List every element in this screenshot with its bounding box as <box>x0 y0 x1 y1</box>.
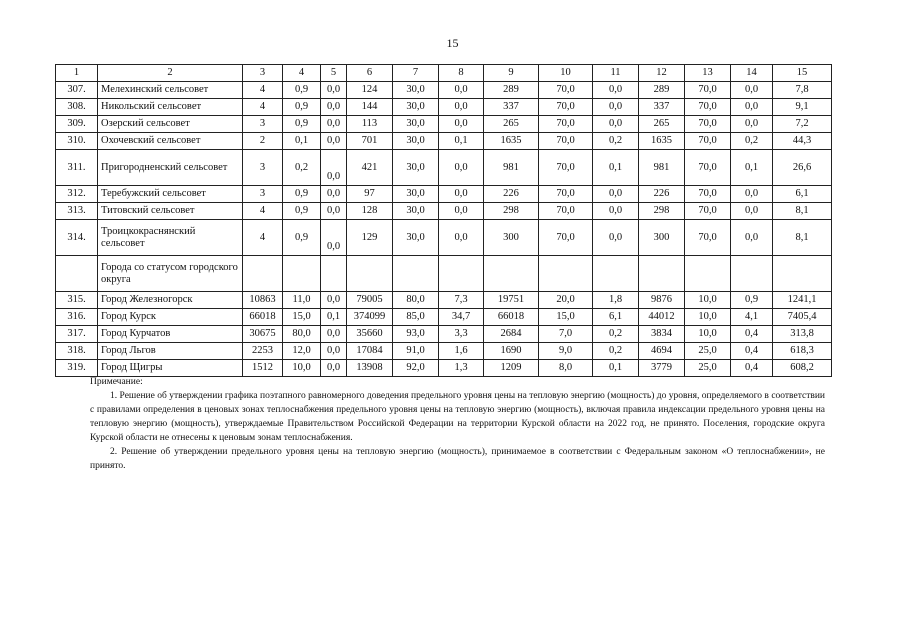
cell-c11: 0,0 <box>593 116 639 133</box>
cell-c14: 0,4 <box>731 343 773 360</box>
cell-c13: 70,0 <box>685 150 731 186</box>
cell-c11: 0,1 <box>593 150 639 186</box>
cell-c8: 0,0 <box>439 82 484 99</box>
cell-c3: 4 <box>243 220 283 256</box>
table-row <box>56 220 832 256</box>
settlement-name: Титовский сельсовет <box>98 203 243 220</box>
column-header: 1 <box>56 65 98 82</box>
cell-c10: 9,0 <box>539 343 593 360</box>
cell-c5: 0,0 <box>321 116 347 133</box>
cell-c7: 30,0 <box>393 203 439 220</box>
settlement-name: Города со статусом городского округа <box>98 256 243 292</box>
cell-c15: 8,1 <box>773 203 832 220</box>
notes-title: Примечание: <box>90 377 143 387</box>
row-number: 318. <box>56 343 98 360</box>
cell-c9: 1635 <box>484 133 539 150</box>
cell-c9: 19751 <box>484 292 539 309</box>
cell-c13: 25,0 <box>685 360 731 377</box>
cell-c9: 337 <box>484 99 539 116</box>
table-row <box>56 133 832 150</box>
note-paragraph-1: 1. Решение об утверждении графика поэтапного равномерного доведения предельного уровня цены на тепловую энергию (мощность) до уровня, определяемого в соответствии с правилами определения в ценовых зонах теплоснабжения предельного уровня цены на тепловую энергию (мощность), включая правила индексации предельного уровня цены на тепловую энергию (мощность), утверждаемые Правительством Российской Федерации на территории Курской области на 2022 год, не принято. Поселения, городские округа Курской области не отнесены к ценовым зонам теплоснабжения. <box>90 391 825 443</box>
cell-c15 <box>773 256 832 292</box>
row-number: 315. <box>56 292 98 309</box>
cell-c10: 70,0 <box>539 186 593 203</box>
cell-c4 <box>283 256 321 292</box>
column-header: 8 <box>439 65 484 82</box>
cell-c7: 30,0 <box>393 133 439 150</box>
cell-c4: 0,9 <box>283 116 321 133</box>
cell-c4: 0,9 <box>283 99 321 116</box>
table-row <box>56 309 832 326</box>
cell-c14: 0,1 <box>731 150 773 186</box>
cell-c8: 0,0 <box>439 203 484 220</box>
cell-c8: 0,0 <box>439 99 484 116</box>
settlement-name: Троицкокраснянский сельсовет <box>98 220 243 256</box>
cell-c7: 30,0 <box>393 116 439 133</box>
column-header: 2 <box>98 65 243 82</box>
cell-c14: 0,4 <box>731 326 773 343</box>
cell-c15: 26,6 <box>773 150 832 186</box>
table-row <box>56 256 832 292</box>
table-row <box>56 150 832 186</box>
cell-c14: 0,0 <box>731 220 773 256</box>
notes-section <box>90 375 825 473</box>
cell-c6: 113 <box>347 116 393 133</box>
settlement-name: Пригородненский сельсовет <box>98 150 243 186</box>
cell-c3: 2 <box>243 133 283 150</box>
cell-c9: 1209 <box>484 360 539 377</box>
cell-c15: 6,1 <box>773 186 832 203</box>
cell-c8: 0,0 <box>439 116 484 133</box>
cell-c5: 0,0 <box>321 292 347 309</box>
cell-c15: 8,1 <box>773 220 832 256</box>
column-header: 7 <box>393 65 439 82</box>
cell-c14: 0,0 <box>731 203 773 220</box>
cell-c9: 226 <box>484 186 539 203</box>
cell-c4: 11,0 <box>283 292 321 309</box>
cell-c9: 2684 <box>484 326 539 343</box>
cell-c6 <box>347 256 393 292</box>
cell-c8: 0,0 <box>439 186 484 203</box>
cell-c4: 0,2 <box>283 150 321 186</box>
cell-c11: 0,2 <box>593 133 639 150</box>
cell-c15: 44,3 <box>773 133 832 150</box>
column-header: 5 <box>321 65 347 82</box>
cell-c3: 1512 <box>243 360 283 377</box>
cell-c8: 0,0 <box>439 150 484 186</box>
table-header-row <box>56 65 832 82</box>
row-number: 314. <box>56 220 98 256</box>
cell-c12: 3834 <box>639 326 685 343</box>
cell-c5: 0,0 <box>321 360 347 377</box>
cell-c5: 0,1 <box>321 309 347 326</box>
cell-c4: 12,0 <box>283 343 321 360</box>
settlement-name: Город Льгов <box>98 343 243 360</box>
cell-c9: 265 <box>484 116 539 133</box>
cell-c6: 128 <box>347 203 393 220</box>
cell-c8: 0,0 <box>439 220 484 256</box>
row-number: 319. <box>56 360 98 377</box>
column-header: 9 <box>484 65 539 82</box>
cell-c12: 289 <box>639 82 685 99</box>
cell-c12: 3779 <box>639 360 685 377</box>
cell-c8 <box>439 256 484 292</box>
cell-c4: 0,9 <box>283 203 321 220</box>
cell-c10: 70,0 <box>539 82 593 99</box>
cell-c12: 4694 <box>639 343 685 360</box>
cell-c14: 0,0 <box>731 186 773 203</box>
cell-c11: 0,0 <box>593 99 639 116</box>
cell-c11: 0,0 <box>593 186 639 203</box>
cell-c7: 30,0 <box>393 220 439 256</box>
cell-c4: 15,0 <box>283 309 321 326</box>
row-number: 312. <box>56 186 98 203</box>
cell-c15: 618,3 <box>773 343 832 360</box>
cell-c9: 289 <box>484 82 539 99</box>
cell-c9 <box>484 256 539 292</box>
cell-c13: 70,0 <box>685 116 731 133</box>
cell-c10: 70,0 <box>539 150 593 186</box>
cell-c12: 300 <box>639 220 685 256</box>
cell-c10: 8,0 <box>539 360 593 377</box>
cell-c10: 70,0 <box>539 133 593 150</box>
cell-c12: 9876 <box>639 292 685 309</box>
table-row <box>56 343 832 360</box>
cell-c12: 981 <box>639 150 685 186</box>
column-header: 10 <box>539 65 593 82</box>
cell-c13: 70,0 <box>685 220 731 256</box>
row-number: 307. <box>56 82 98 99</box>
cell-c3: 30675 <box>243 326 283 343</box>
cell-c10: 15,0 <box>539 309 593 326</box>
column-header: 11 <box>593 65 639 82</box>
row-number: 310. <box>56 133 98 150</box>
settlement-name: Охочевский сельсовет <box>98 133 243 150</box>
cell-c6: 17084 <box>347 343 393 360</box>
cell-c15: 7,8 <box>773 82 832 99</box>
cell-c8: 7,3 <box>439 292 484 309</box>
row-number: 317. <box>56 326 98 343</box>
cell-c6: 421 <box>347 150 393 186</box>
cell-c9: 300 <box>484 220 539 256</box>
cell-c14 <box>731 256 773 292</box>
settlement-name: Город Курчатов <box>98 326 243 343</box>
row-number: 308. <box>56 99 98 116</box>
settlement-name: Никольский сельсовет <box>98 99 243 116</box>
cell-c10: 70,0 <box>539 116 593 133</box>
cell-c14: 0,9 <box>731 292 773 309</box>
cell-c13: 10,0 <box>685 326 731 343</box>
cell-c7: 85,0 <box>393 309 439 326</box>
cell-c4: 0,9 <box>283 186 321 203</box>
column-header: 13 <box>685 65 731 82</box>
cell-c11: 0,2 <box>593 343 639 360</box>
cell-c6: 144 <box>347 99 393 116</box>
cell-c7: 93,0 <box>393 326 439 343</box>
cell-c11: 0,0 <box>593 220 639 256</box>
cell-c7: 30,0 <box>393 186 439 203</box>
cell-c6: 97 <box>347 186 393 203</box>
settlement-name: Город Щигры <box>98 360 243 377</box>
cell-c3: 2253 <box>243 343 283 360</box>
cell-c9: 1690 <box>484 343 539 360</box>
cell-c12: 298 <box>639 203 685 220</box>
cell-c15: 608,2 <box>773 360 832 377</box>
row-number <box>56 256 98 292</box>
cell-c15: 1241,1 <box>773 292 832 309</box>
cell-c3 <box>243 256 283 292</box>
cell-c3: 3 <box>243 150 283 186</box>
cell-c4: 80,0 <box>283 326 321 343</box>
cell-c13: 10,0 <box>685 309 731 326</box>
cell-c3: 4 <box>243 82 283 99</box>
cell-c7: 30,0 <box>393 99 439 116</box>
cell-c6: 13908 <box>347 360 393 377</box>
cell-c13: 70,0 <box>685 186 731 203</box>
cell-c7: 30,0 <box>393 82 439 99</box>
cell-c13: 70,0 <box>685 82 731 99</box>
cell-c9: 298 <box>484 203 539 220</box>
settlement-name: Теребужский сельсовет <box>98 186 243 203</box>
row-number: 311. <box>56 150 98 186</box>
cell-c7: 80,0 <box>393 292 439 309</box>
cell-c12: 265 <box>639 116 685 133</box>
cell-c12: 226 <box>639 186 685 203</box>
cell-c15: 9,1 <box>773 99 832 116</box>
cell-c3: 10863 <box>243 292 283 309</box>
cell-c11: 0,0 <box>593 82 639 99</box>
cell-c6: 35660 <box>347 326 393 343</box>
cell-c5: 0,0 <box>321 326 347 343</box>
column-header: 4 <box>283 65 321 82</box>
cell-c10: 7,0 <box>539 326 593 343</box>
row-number: 309. <box>56 116 98 133</box>
cell-c7 <box>393 256 439 292</box>
cell-c4: 0,9 <box>283 220 321 256</box>
settlement-name: Город Курск <box>98 309 243 326</box>
cell-c10: 70,0 <box>539 203 593 220</box>
column-header: 15 <box>773 65 832 82</box>
cell-c8: 1,6 <box>439 343 484 360</box>
cell-c3: 66018 <box>243 309 283 326</box>
cell-c12: 44012 <box>639 309 685 326</box>
cell-c11: 1,8 <box>593 292 639 309</box>
cell-c6: 79005 <box>347 292 393 309</box>
cell-c7: 92,0 <box>393 360 439 377</box>
cell-c3: 4 <box>243 99 283 116</box>
cell-c10 <box>539 256 593 292</box>
cell-c11: 0,1 <box>593 360 639 377</box>
cell-c3: 3 <box>243 116 283 133</box>
cell-c11: 6,1 <box>593 309 639 326</box>
cell-c4: 0,1 <box>283 133 321 150</box>
cell-c5: 0,0 <box>321 220 347 256</box>
cell-c3: 4 <box>243 203 283 220</box>
row-number: 313. <box>56 203 98 220</box>
cell-c12: 1635 <box>639 133 685 150</box>
cell-c5: 0,0 <box>321 343 347 360</box>
cell-c5: 0,0 <box>321 82 347 99</box>
table-row <box>56 360 832 377</box>
table-row <box>56 186 832 203</box>
cell-c11: 0,2 <box>593 326 639 343</box>
cell-c15: 7405,4 <box>773 309 832 326</box>
tariff-table <box>55 64 832 377</box>
cell-c8: 1,3 <box>439 360 484 377</box>
cell-c4: 0,9 <box>283 82 321 99</box>
cell-c14: 0,0 <box>731 116 773 133</box>
table-row <box>56 326 832 343</box>
cell-c5: 0,0 <box>321 186 347 203</box>
cell-c7: 91,0 <box>393 343 439 360</box>
cell-c13: 70,0 <box>685 203 731 220</box>
settlement-name: Озерский сельсовет <box>98 116 243 133</box>
table-row <box>56 292 832 309</box>
cell-c10: 70,0 <box>539 220 593 256</box>
cell-c5: 0,0 <box>321 203 347 220</box>
cell-c4: 10,0 <box>283 360 321 377</box>
cell-c14: 0,0 <box>731 99 773 116</box>
settlement-name: Город Железногорск <box>98 292 243 309</box>
cell-c8: 34,7 <box>439 309 484 326</box>
cell-c6: 129 <box>347 220 393 256</box>
cell-c13 <box>685 256 731 292</box>
cell-c6: 374099 <box>347 309 393 326</box>
cell-c10: 20,0 <box>539 292 593 309</box>
cell-c8: 0,1 <box>439 133 484 150</box>
column-header: 6 <box>347 65 393 82</box>
cell-c9: 981 <box>484 150 539 186</box>
note-paragraph-2: 2. Решение об утверждении предельного уровня цены на тепловую энергию (мощность), принимаемое в соответствии с Федеральным законом «О теплоснабжении», не принято. <box>90 447 825 471</box>
table-row <box>56 82 832 99</box>
table-row <box>56 99 832 116</box>
cell-c3: 3 <box>243 186 283 203</box>
cell-c14: 0,2 <box>731 133 773 150</box>
cell-c13: 10,0 <box>685 292 731 309</box>
cell-c13: 70,0 <box>685 133 731 150</box>
cell-c5: 0,0 <box>321 150 347 186</box>
cell-c15: 7,2 <box>773 116 832 133</box>
row-number: 316. <box>56 309 98 326</box>
settlement-name: Мелехинский сельсовет <box>98 82 243 99</box>
cell-c14: 0,0 <box>731 82 773 99</box>
cell-c5 <box>321 256 347 292</box>
cell-c12 <box>639 256 685 292</box>
column-header: 12 <box>639 65 685 82</box>
column-header: 3 <box>243 65 283 82</box>
table-row <box>56 116 832 133</box>
cell-c15: 313,8 <box>773 326 832 343</box>
cell-c14: 0,4 <box>731 360 773 377</box>
cell-c13: 25,0 <box>685 343 731 360</box>
cell-c14: 4,1 <box>731 309 773 326</box>
page-number: 15 <box>446 36 459 50</box>
cell-c5: 0,0 <box>321 133 347 150</box>
cell-c8: 3,3 <box>439 326 484 343</box>
cell-c7: 30,0 <box>393 150 439 186</box>
cell-c11: 0,0 <box>593 203 639 220</box>
column-header: 14 <box>731 65 773 82</box>
cell-c11 <box>593 256 639 292</box>
cell-c6: 701 <box>347 133 393 150</box>
cell-c5: 0,0 <box>321 99 347 116</box>
cell-c10: 70,0 <box>539 99 593 116</box>
cell-c9: 66018 <box>484 309 539 326</box>
cell-c12: 337 <box>639 99 685 116</box>
table-row <box>56 203 832 220</box>
cell-c13: 70,0 <box>685 99 731 116</box>
cell-c6: 124 <box>347 82 393 99</box>
